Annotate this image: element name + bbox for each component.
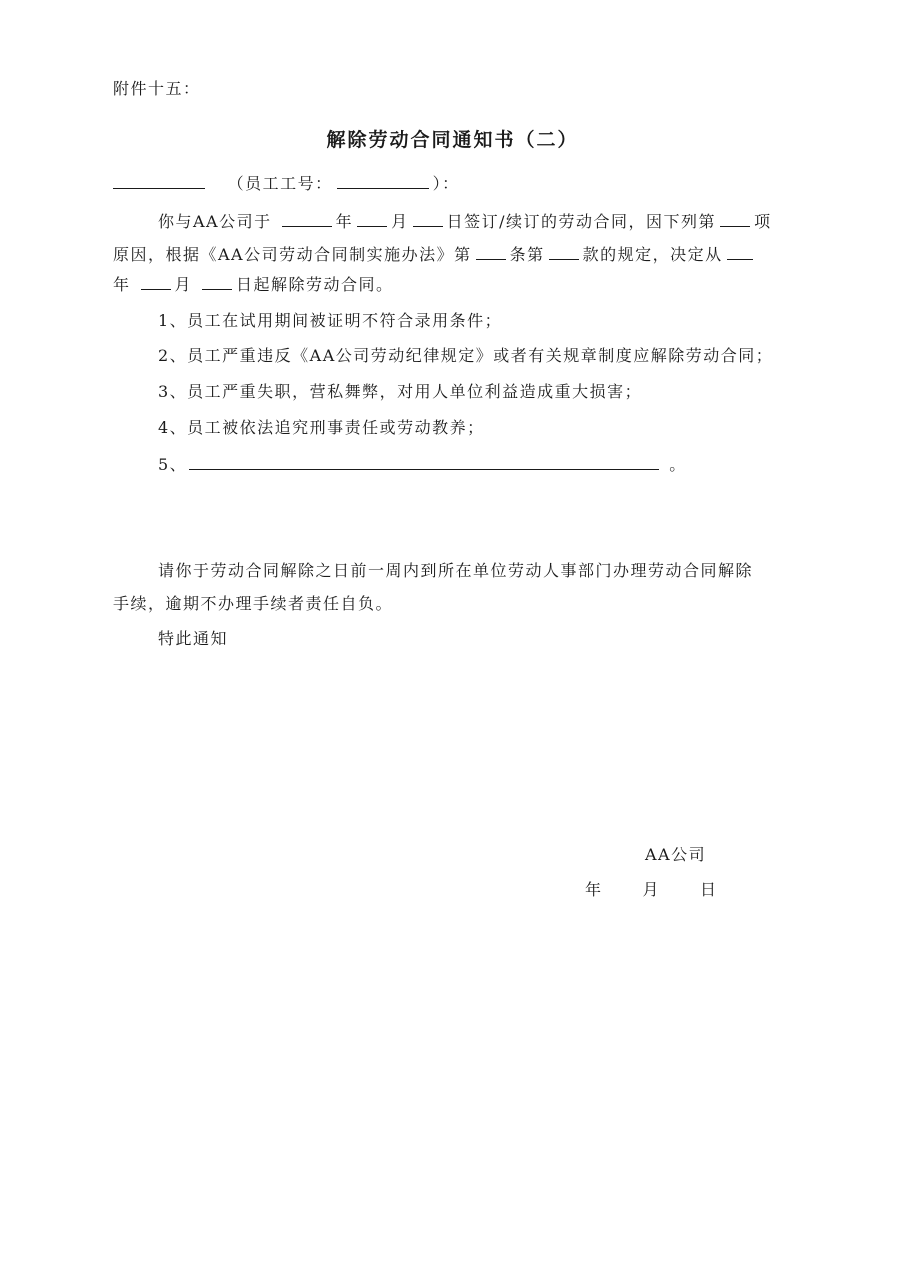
clause-blank[interactable] bbox=[549, 243, 579, 260]
sign-month-blank[interactable] bbox=[357, 210, 387, 227]
body-text: 条第 bbox=[509, 245, 545, 264]
body-text: 月 bbox=[174, 275, 193, 294]
body-text: 日签订/续订的劳动合同，因下列第 bbox=[446, 212, 717, 231]
sign-year-blank[interactable] bbox=[282, 210, 332, 227]
body-text: 项 bbox=[754, 212, 772, 231]
body-text: 日起解除劳动合同。 bbox=[236, 275, 394, 294]
signature-date bbox=[585, 879, 718, 901]
end-month-blank[interactable] bbox=[141, 273, 171, 290]
reason-item-5 bbox=[158, 453, 687, 476]
signature-month: 月 bbox=[642, 880, 661, 899]
body-line-3 bbox=[113, 273, 394, 296]
reason-item: 1、员工在试用期间被证明不符合录用条件； bbox=[158, 311, 503, 330]
closing-line-2: 手续，逾期不办理手续者责任自负。 bbox=[113, 594, 394, 613]
body-text: 月 bbox=[391, 212, 409, 231]
body-text: 你与AA公司于 bbox=[158, 212, 272, 231]
body-text: 原因，根据《AA公司劳动合同制实施办法》第 bbox=[113, 245, 472, 264]
employee-name-blank[interactable] bbox=[113, 172, 205, 189]
reason-5-prefix: 5、 bbox=[158, 455, 188, 474]
closing-notice: 特此通知 bbox=[158, 629, 229, 648]
reason-item: 3、员工严重失职，营私舞弊，对用人单位利益造成重大损害； bbox=[158, 382, 643, 401]
body-text: 款的规定，决定从 bbox=[582, 245, 723, 264]
body-line-2 bbox=[113, 243, 757, 266]
end-year-blank[interactable] bbox=[727, 243, 753, 260]
reason-item: 2、员工严重违反《AA公司劳动纪律规定》或者有关规章制度应解除劳动合同； bbox=[158, 346, 774, 365]
reason-item: 4、员工被依法追究刑事责任或劳动教养； bbox=[158, 418, 485, 437]
employee-no-close: ）： bbox=[432, 174, 460, 193]
reason-5-suffix: 。 bbox=[669, 455, 687, 474]
signature-year: 年 bbox=[585, 880, 603, 899]
document-title: 解除劳动合同通知书（二） bbox=[326, 129, 579, 151]
signature-company: AA公司 bbox=[645, 845, 707, 864]
body-text: 年 bbox=[335, 212, 354, 231]
body-line-1 bbox=[158, 210, 772, 233]
sign-day-blank[interactable] bbox=[413, 210, 443, 227]
signature-day: 日 bbox=[700, 880, 718, 899]
attachment-label: 附件十五： bbox=[113, 79, 201, 98]
body-text: 年 bbox=[113, 275, 131, 294]
closing-line-1: 请你于劳动合同解除之日前一周内到所在单位劳动人事部门办理劳动合同解除 bbox=[158, 561, 754, 580]
employee-line bbox=[113, 172, 460, 195]
end-day-blank[interactable] bbox=[202, 273, 232, 290]
employee-no-blank[interactable] bbox=[337, 172, 429, 189]
reason-item-blank[interactable] bbox=[720, 210, 750, 227]
article-blank[interactable] bbox=[476, 243, 506, 260]
employee-no-open: （员工工号： bbox=[227, 174, 333, 193]
reason-5-blank[interactable] bbox=[189, 453, 659, 470]
